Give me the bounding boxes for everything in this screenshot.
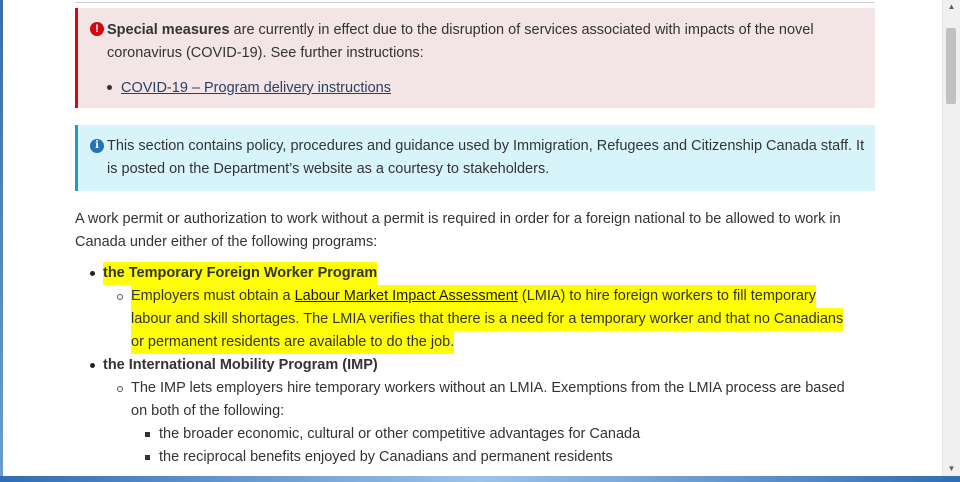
- imp-line-2: on both of the following:: [131, 403, 285, 419]
- covid-instructions-link[interactable]: COVID-19 – Program delivery instructions: [121, 80, 391, 96]
- info-text: This section contains policy, procedures and guidance used by Immigration, Refugees and Citizenship Canada staff. It is posted on the Department’s website as a courtesy to stakeholders.: [107, 138, 865, 177]
- scroll-thumb[interactable]: [946, 28, 956, 104]
- bullet-icon: [107, 85, 112, 90]
- square-bullet-icon: [145, 432, 150, 437]
- window-frame-bottom: [0, 476, 960, 482]
- imp-line-1: The IMP lets employers hire temporary workers without an LMIA. Exemptions from the LMIA process are based: [131, 380, 845, 396]
- exclamation-circle-icon: !: [90, 22, 104, 36]
- policy-info-alert: [75, 125, 875, 191]
- intro-paragraph: A work permit or authorization to work without a permit is required in order for a foreign national to be allowed to work in Canada under either of the following programs:: [75, 211, 841, 250]
- imp-title: the International Mobility Program (IMP): [103, 357, 378, 373]
- alert-body: are currently in effect due to the disruption of services associated with impacts of the novel coronavirus (COVID-19). See further instructions:: [107, 22, 814, 61]
- tfwp-line-3: or permanent residents are available to do the job.: [131, 331, 454, 354]
- alert-link-item: [107, 77, 391, 100]
- bullet-icon: [90, 271, 95, 276]
- tfwp-line-1: [131, 285, 816, 308]
- special-measures-alert: [75, 8, 875, 108]
- circle-bullet-icon: [117, 386, 123, 392]
- tfwp-line-2: labour and skill shortages. The LMIA verifies that there is a need for a temporary worker and that no Canadians: [131, 308, 843, 331]
- window-frame-left: [0, 0, 3, 482]
- tfwp-title: the Temporary Foreign Worker Program: [103, 262, 377, 285]
- imp-sub-2: the reciprocal benefits enjoyed by Canadians and permanent residents: [159, 449, 613, 465]
- circle-bullet-icon: [117, 294, 123, 300]
- tfwp-line-1-pre: Employers must obtain a: [131, 288, 295, 304]
- square-bullet-icon: [145, 455, 150, 460]
- divider: [75, 2, 875, 3]
- scroll-up-icon[interactable]: ▲: [947, 2, 956, 11]
- scroll-down-icon[interactable]: ▼: [947, 464, 956, 473]
- info-circle-icon: i: [90, 139, 104, 153]
- bullet-icon: [90, 363, 95, 368]
- alert-bold-lead: Special measures: [107, 22, 230, 38]
- alert-text: [107, 19, 867, 65]
- lmia-link[interactable]: Labour Market Impact Assessment: [294, 288, 518, 304]
- tfwp-line-1-post: (LMIA) to hire foreign workers to fill temporary: [517, 288, 817, 304]
- imp-sub-1: the broader economic, cultural or other competitive advantages for Canada: [159, 426, 641, 442]
- vertical-scrollbar[interactable]: [942, 0, 960, 476]
